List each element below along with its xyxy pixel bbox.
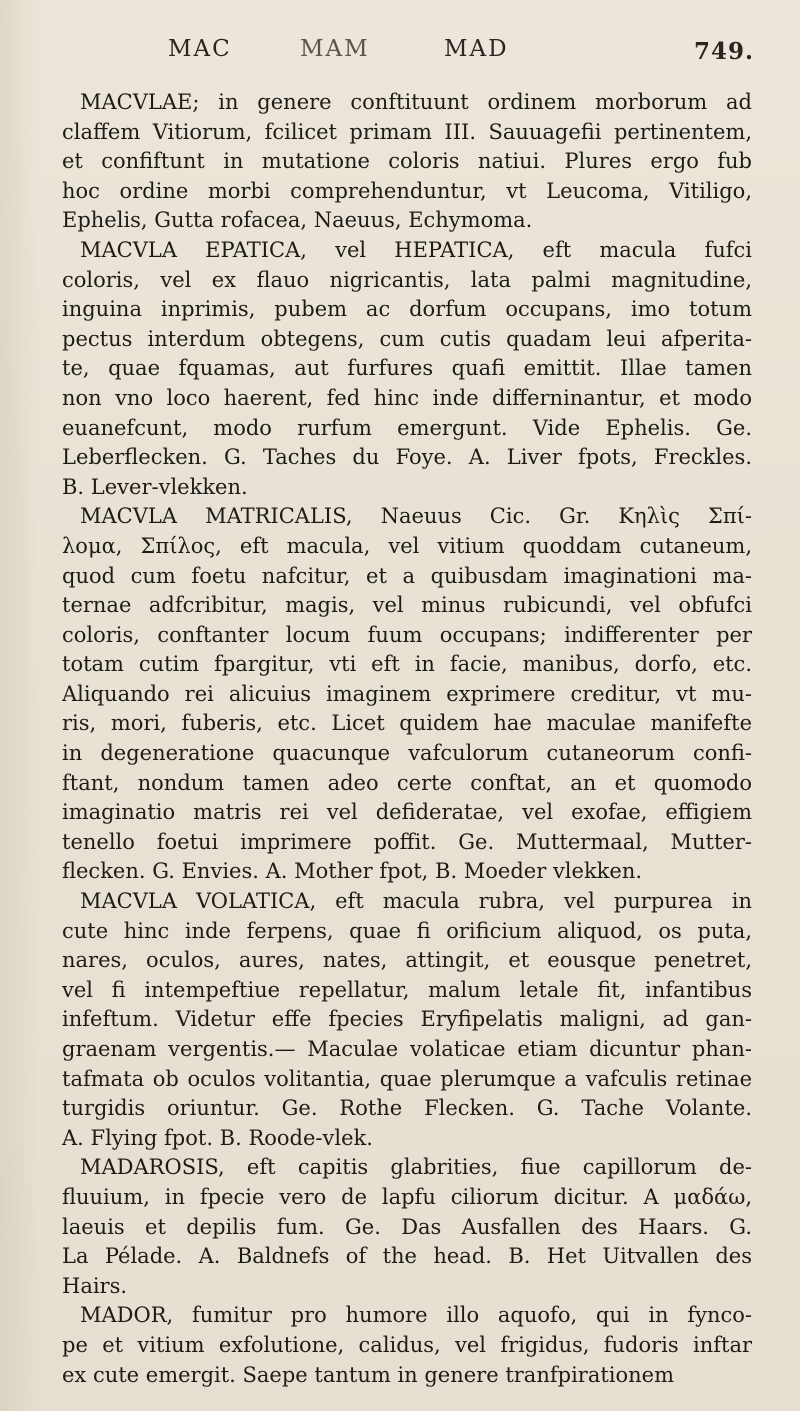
entry-line: ftant, nondum tamen adeo certe conftat, an et quomodo [62,770,752,795]
entry-line: flecken. G. Envies. A. Mother fpot, B. Moeder vlekken. [62,859,643,884]
entry-line: et confiftunt in mutatione coloris natiui. Plures ergo fub [62,149,752,174]
entry-line: MACVLAE; in genere conftituunt ordinem morborum ad [80,90,752,114]
entry-line: coloris, vel ex flauo nigricantis, lata palmi magnitudine, [62,267,752,292]
entry-line: pe et vitium exfolutione, calidus, vel frigidus, fudoris inftar [62,1332,752,1357]
entry-line: Ephelis, Gutta rofacea, Naeuus, Echymoma. [62,208,533,233]
entry-line: graenam vergentis.— Maculae volaticae etiam dicuntur phan- [62,1037,752,1061]
running-header [0,14,800,74]
entry-line: euanefcunt, modo rurfum emergunt. Vide Ephelis. Ge. [62,415,752,440]
entry-line: Hairs. [62,1273,128,1298]
entry-line: turgidis oriuntur. Ge. Rothe Flecken. G. Tache Volante. [62,1096,752,1121]
entry-line: pectus interdum obtegens, cum cutis quadam leui afperita- [62,326,752,351]
entry-line: La Pélade. A. Baldnefs of the head. B. Het Uitvallen des [62,1244,752,1269]
entry-line: quod cum foetu nafcitur, et a quibusdam imaginationi ma- [62,563,752,588]
entry-line: MADOR, fumitur pro humore illo aquofo, qui in fynco- [80,1303,752,1328]
entry-line: Leberflecken. G. Taches du Foye. A. Liver fpots, Freckles. [62,445,752,470]
entry-line: cute hinc inde ferpens, quae fi orificium aliquod, os puta, [62,918,752,943]
entry-line: claffem Vitiorum, fcilicet primam III. Sauuagefii pertinentem, [62,119,752,144]
page-number: 749. [694,38,755,65]
entry-line: MACVLA MATRICALIS, Naeuus Cic. Gr. Κηλὶς Σπί- [80,504,752,529]
entry-line: ris, mori, fuberis, etc. Licet quidem hae maculae manifefte [62,711,752,736]
entry-line: λομα, Σπίλος, eft macula, vel vitium quoddam cutaneum, [62,533,752,558]
header-right-guide-word: MAD [444,36,509,62]
entry-line: fluuium, in fpecie vero de lapfu ciliorum dicitur. Α μαδάω, [62,1184,752,1209]
entry-line: ex cute emergit. Saepe tantum in genere tranfpirationem [62,1362,675,1387]
entry-line: vel fi intempeftiue repellatur, malum letale fit, infantibus [62,977,752,1002]
entry-line: infeftum. Videtur effe fpecies Eryfipelatis maligni, ad gan- [62,1007,752,1032]
header-left-guide-word: MAC [168,36,232,62]
entry-line: MACVLA VOLATICA, eft macula rubra, vel purpurea in [80,889,752,914]
entry-line: ternae adfcribitur, magis, vel minus rubicundi, vel obfufci [62,593,752,618]
entry-line: nares, oculos, aures, nates, attingit, et eousque penetret, [62,948,752,973]
entry-line: te, quae fquamas, aut furfures quafi emittit. Illae tamen [62,356,752,381]
entry-line: imaginatio matris rei vel defideratae, vel exofae, effigiem [62,800,752,825]
entry-line: in degeneratione quacunque vafculorum cutaneorum confi- [62,741,752,766]
entry-line: inguina inprimis, pubem ac dorfum occupans, imo totum [62,297,752,322]
dictionary-column [62,88,752,1390]
entry-line: A. Flying fpot. B. Roode-vlek. [62,1125,373,1150]
header-middle-guide-word: MAM [300,36,370,62]
entry-line: hoc ordine morbi comprehenduntur, vt Leucoma, Vitiligo, [62,178,752,203]
page-gutter-shadow [0,0,40,1411]
entry-line: non vno loco haerent, fed hinc inde differninantur, et modo [62,385,752,410]
entry-line: B. Lever-vlekken. [62,474,248,499]
entry-line: laeuis et depilis fum. Ge. Das Ausfallen des Haars. G. [62,1214,752,1239]
entry-line: coloris, conftanter locum fuum occupans; indifferenter per [62,622,752,647]
entry-line: totam cutim fpargitur, vti eft in facie, manibus, dorfo, etc. [62,652,752,677]
entry-line: tafmata ob oculos volitantia, quae plerumque a vafculis retinae [62,1066,752,1091]
entry-line: tenello foetui imprimere poffit. Ge. Muttermaal, Mutter- [62,829,752,854]
entry-line: MACVLA EPATICA, vel HEPATICA, eft macula fufci [80,237,752,262]
entry-line: Aliquando rei alicuius imaginem exprimere creditur, vt mu- [62,681,752,706]
entry-line: MADAROSIS, eft capitis glabrities, fiue capillorum de- [80,1155,752,1180]
